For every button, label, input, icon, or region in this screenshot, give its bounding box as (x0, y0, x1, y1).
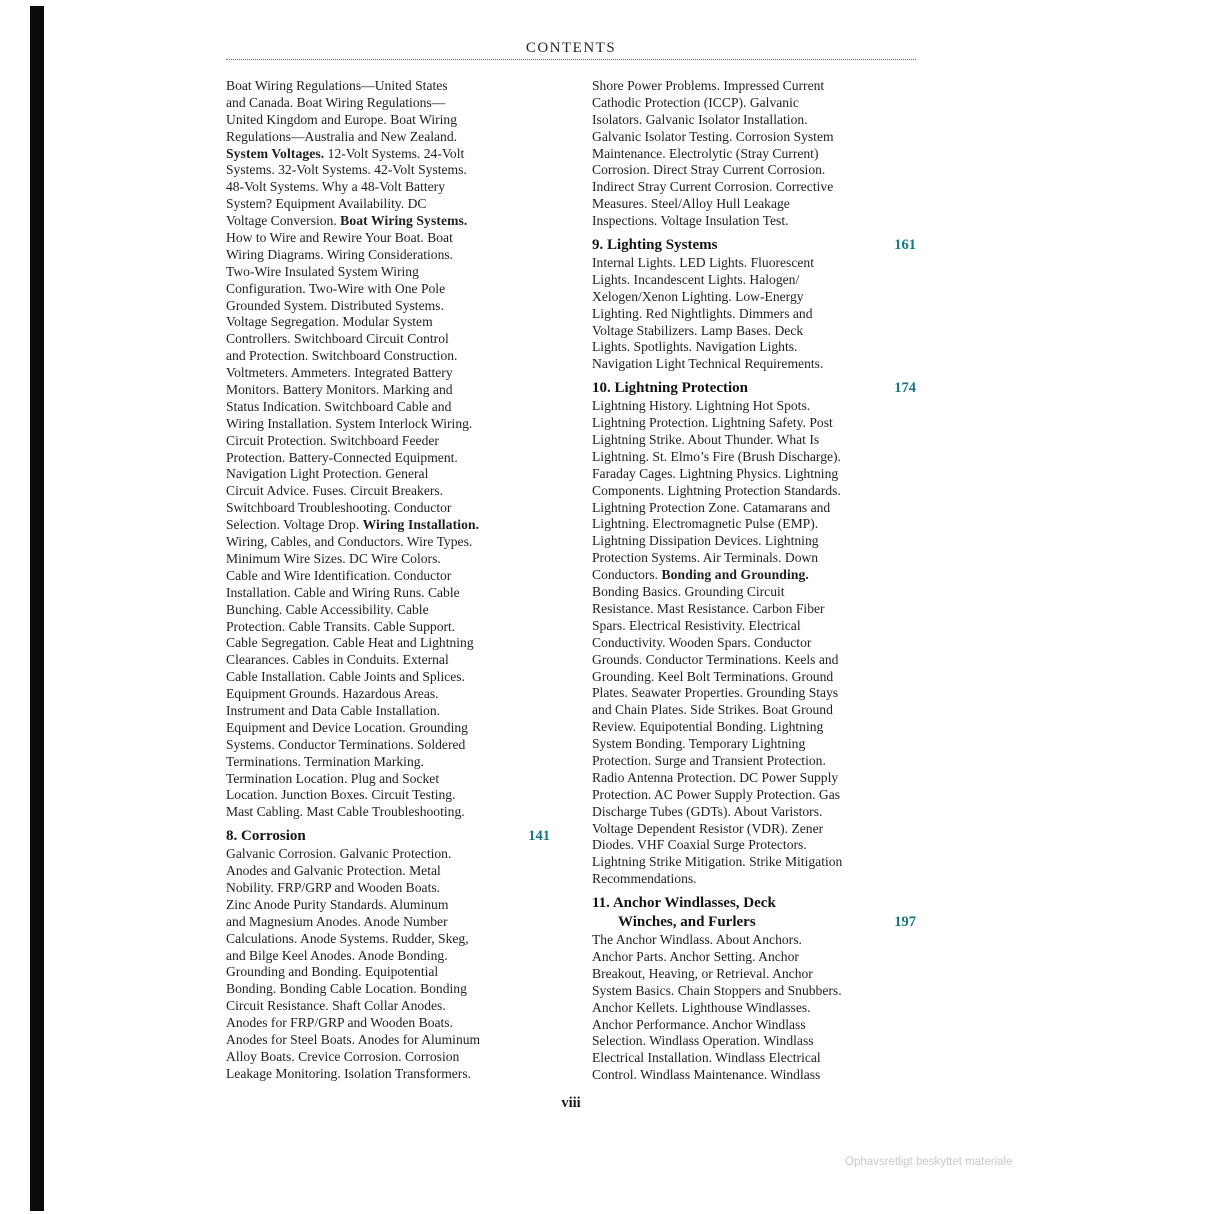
toc-line: Lightning History. Lightning Hot Spots. (592, 398, 811, 414)
chapter-heading (226, 827, 550, 846)
toc-line: Electrical Installation. Windlass Electrical (592, 1050, 821, 1066)
toc-line: Galvanic Corrosion. Galvanic Protection. (226, 846, 452, 862)
toc-line: 48-Volt Systems. Why a 48-Volt Battery (226, 179, 446, 195)
toc-line: Anodes for Steel Boats. Anodes for Aluminum (226, 1031, 481, 1047)
toc-line: Grounding and Bonding. Equipotential (226, 964, 439, 980)
toc-line: Circuit Advice. Fuses. Circuit Breakers. (226, 483, 444, 499)
toc-line: Voltage Segregation. Modular System (226, 314, 433, 330)
toc-line: Navigation Light Technical Requirements. (592, 356, 824, 372)
toc-line: Lights. Spotlights. Navigation Lights. (592, 339, 798, 355)
toc-line: Inspections. Voltage Insulation Test. (592, 213, 789, 229)
toc-line: System Voltages. 12-Volt Systems. 24-Volt (226, 145, 465, 161)
toc-line: Zinc Anode Purity Standards. Aluminum (226, 896, 449, 912)
toc-line: Anchor Parts. Anchor Setting. Anchor (592, 948, 799, 964)
toc-line: Corrosion. Direct Stray Current Corrosion. (592, 162, 826, 178)
toc-line: and Chain Plates. Side Strikes. Boat Ground (592, 702, 833, 718)
header-rule (226, 59, 916, 60)
page-title: CONTENTS (525, 40, 617, 56)
toc-line: and Canada. Boat Wiring Regulations— (226, 94, 446, 110)
toc-line: Voltage Conversion. Boat Wiring Systems. (226, 213, 468, 229)
toc-line: Location. Junction Boxes. Circuit Testing. (226, 787, 456, 803)
toc-line: Protection. AC Power Supply Protection. Gas (592, 786, 841, 802)
chapter-title: 11. Anchor Windlasses, Deck (592, 895, 776, 912)
toc-line: Resistance. Mast Resistance. Carbon Fiber (592, 600, 825, 616)
toc-line: How to Wire and Rewire Your Boat. Boat (226, 230, 453, 246)
toc-line: Wiring Installation. System Interlock Wiring. (226, 415, 473, 431)
toc-line: Lightning Strike. About Thunder. What Is (592, 432, 820, 448)
toc-line: Bonding Basics. Grounding Circuit (592, 584, 785, 600)
toc-line: Installation. Cable and Wiring Runs. Cable (226, 584, 460, 600)
toc-line: Recommendations. (592, 871, 697, 887)
toc-line: System Bonding. Temporary Lightning (592, 736, 806, 752)
toc-line: Anchor Performance. Anchor Windlass (592, 1016, 806, 1032)
toc-line: Terminations. Termination Marking. (226, 753, 424, 769)
chapter-title: 8. Corrosion (226, 828, 306, 845)
toc-line: Bunching. Cable Accessibility. Cable (226, 601, 429, 617)
toc-line: Calculations. Anode Systems. Rudder, Skeg, (226, 930, 469, 946)
toc-line: Conductivity. Wooden Spars. Conductor (592, 634, 812, 650)
chapter-title: 9. Lighting Systems (592, 237, 718, 254)
chapter-heading (592, 913, 916, 932)
toc-line: Controllers. Switchboard Circuit Control (226, 331, 449, 347)
toc-line: Alloy Boats. Crevice Corrosion. Corrosion (226, 1048, 460, 1064)
chapter-heading (592, 894, 916, 913)
chapter-title: 10. Lightning Protection (592, 380, 748, 397)
page-header (226, 40, 916, 60)
toc-line: Isolators. Galvanic Isolator Installation. (592, 111, 808, 127)
toc-line: Faraday Cages. Lightning Physics. Lightning (592, 465, 839, 481)
toc-line: Two-Wire Insulated System Wiring (226, 263, 419, 279)
toc-line: Regulations—Australia and New Zealand. (226, 128, 458, 144)
chapter-page-number: 197 (894, 914, 916, 931)
toc-line: Configuration. Two-Wire with One Pole (226, 280, 446, 296)
toc-line: Galvanic Isolator Testing. Corrosion System (592, 128, 834, 144)
chapter-heading (592, 379, 916, 398)
toc-line: Lightning. Electromagnetic Pulse (EMP). (592, 516, 819, 532)
toc-line: Voltmeters. Ammeters. Integrated Battery (226, 365, 453, 381)
toc-line: Systems. 32-Volt Systems. 42-Volt Systems. (226, 162, 467, 178)
chapter-title: Winches, and Furlers (618, 914, 756, 931)
toc-line: Lighting. Red Nightlights. Dimmers and (592, 305, 813, 321)
toc-line: Anchor Kellets. Lighthouse Windlasses. (592, 999, 811, 1015)
toc-line: System? Equipment Availability. DC (226, 196, 427, 212)
toc-line: Nobility. FRP/GRP and Wooden Boats. (226, 879, 441, 895)
toc-line: Protection. Surge and Transient Protection. (592, 752, 826, 768)
toc-column-left (226, 78, 550, 1083)
toc-line: Shore Power Problems. Impressed Current (592, 78, 825, 93)
toc-line: Selection. Windlass Operation. Windlass (592, 1033, 814, 1049)
toc-line: Navigation Light Protection. General (226, 466, 429, 482)
chapter-page-number: 141 (528, 828, 550, 845)
toc-line: Bonding. Bonding Cable Location. Bonding (226, 981, 467, 997)
toc-line: Equipment Grounds. Hazardous Areas. (226, 686, 439, 702)
toc-line: Status Indication. Switchboard Cable and (226, 398, 452, 414)
toc-line: Cable Segregation. Cable Heat and Lightning (226, 635, 474, 651)
toc-line: Cable Installation. Cable Joints and Splices. (226, 669, 465, 685)
toc-line: Protection. Cable Transits. Cable Support. (226, 618, 456, 634)
toc-column-right (592, 78, 916, 1084)
toc-line: Lightning Strike Mitigation. Strike Mitigation (592, 854, 843, 870)
toc-line: Maintenance. Electrolytic (Stray Current) (592, 145, 819, 161)
toc-line: Voltage Dependent Resistor (VDR). Zener (592, 820, 824, 836)
toc-line: Leakage Monitoring. Isolation Transformers. (226, 1065, 472, 1081)
toc-line: Protection. Battery-Connected Equipment. (226, 449, 458, 465)
toc-line: Control. Windlass Maintenance. Windlass (592, 1067, 821, 1083)
toc-line: Plates. Seawater Properties. Grounding Stays (592, 685, 839, 701)
toc-line: Xelogen/Xenon Lighting. Low-Energy (592, 288, 804, 304)
toc-line: Breakout, Heaving, or Retrieval. Anchor (592, 965, 813, 981)
toc-line: Lightning Dissipation Devices. Lightning (592, 533, 819, 549)
toc-line: Review. Equipotential Bonding. Lightning (592, 719, 824, 735)
toc-line: Equipment and Device Location. Grounding (226, 719, 468, 735)
toc-line: Lightning. St. Elmo’s Fire (Brush Discharge). (592, 448, 841, 464)
scan-edge-bar (30, 6, 44, 1211)
toc-line: Minimum Wire Sizes. DC Wire Colors. (226, 550, 441, 566)
toc-line: and Bilge Keel Anodes. Anode Bonding. (226, 947, 448, 963)
toc-line: Grounds. Conductor Terminations. Keels and (592, 651, 839, 667)
toc-line: Grounded System. Distributed Systems. (226, 297, 444, 313)
toc-line: Circuit Protection. Switchboard Feeder (226, 432, 439, 448)
toc-line: Cathodic Protection (ICCP). Galvanic (592, 94, 799, 110)
chapter-page-number: 174 (894, 380, 916, 397)
toc-line: and Protection. Switchboard Construction. (226, 348, 458, 364)
page-number-folio: viii (561, 1095, 581, 1111)
copyright-watermark: Ophavsretligt beskyttet materiale (845, 1156, 1013, 1168)
toc-line: Instrument and Data Cable Installation. (226, 702, 441, 718)
toc-line: Spars. Electrical Resistivity. Electrical (592, 617, 801, 633)
toc-line: Wiring Diagrams. Wiring Considerations. (226, 246, 454, 262)
toc-line: Discharge Tubes (GDTs). About Varistors. (592, 803, 823, 819)
toc-line: Selection. Voltage Drop. Wiring Installation. (226, 517, 480, 533)
toc-line: Protection Systems. Air Terminals. Down (592, 550, 819, 566)
toc-line: Mast Cabling. Mast Cable Troubleshooting. (226, 804, 465, 820)
toc-line: Wiring, Cables, and Conductors. Wire Types. (226, 534, 473, 550)
chapter-page-number: 161 (894, 237, 916, 254)
toc-line: Lightning Protection Zone. Catamarans and (592, 499, 831, 515)
toc-line: Clearances. Cables in Conduits. External (226, 652, 449, 668)
toc-line: Indirect Stray Current Corrosion. Corrective (592, 179, 834, 195)
toc-line: and Magnesium Anodes. Anode Number (226, 913, 448, 929)
toc-line: Termination Location. Plug and Socket (226, 770, 440, 786)
toc-line: Systems. Conductor Terminations. Soldered (226, 736, 466, 752)
toc-line: Internal Lights. LED Lights. Fluorescent (592, 255, 814, 271)
toc-line: Anodes for FRP/GRP and Wooden Boats. (226, 1015, 453, 1031)
toc-line: System Basics. Chain Stoppers and Snubbers. (592, 982, 842, 998)
toc-line: Circuit Resistance. Shaft Collar Anodes. (226, 998, 446, 1014)
toc-line: Measures. Steel/Alloy Hull Leakage (592, 196, 790, 212)
toc-line: Conductors. Bonding and Grounding. (592, 567, 809, 583)
toc-line: Grounding. Keel Bolt Terminations. Ground (592, 668, 834, 684)
toc-line: Voltage Stabilizers. Lamp Bases. Deck (592, 322, 804, 338)
toc-line: United Kingdom and Europe. Boat Wiring (226, 111, 458, 127)
toc-line: The Anchor Windlass. About Anchors. (592, 932, 802, 948)
chapter-heading (592, 236, 916, 255)
toc-line: Boat Wiring Regulations—United States (226, 78, 448, 93)
toc-line: Lightning Protection. Lightning Safety. Post (592, 415, 833, 431)
toc-line: Components. Lightning Protection Standards. (592, 482, 841, 498)
toc-line: Radio Antenna Protection. DC Power Supply (592, 769, 839, 785)
toc-line: Monitors. Battery Monitors. Marking and (226, 382, 453, 398)
toc-line: Cable and Wire Identification. Conductor (226, 567, 452, 583)
toc-line: Anodes and Galvanic Protection. Metal (226, 863, 441, 879)
toc-line: Diodes. VHF Coaxial Surge Protectors. (592, 837, 807, 853)
toc-line: Lights. Incandescent Lights. Halogen/ (592, 271, 800, 287)
toc-line: Switchboard Troubleshooting. Conductor (226, 500, 452, 516)
